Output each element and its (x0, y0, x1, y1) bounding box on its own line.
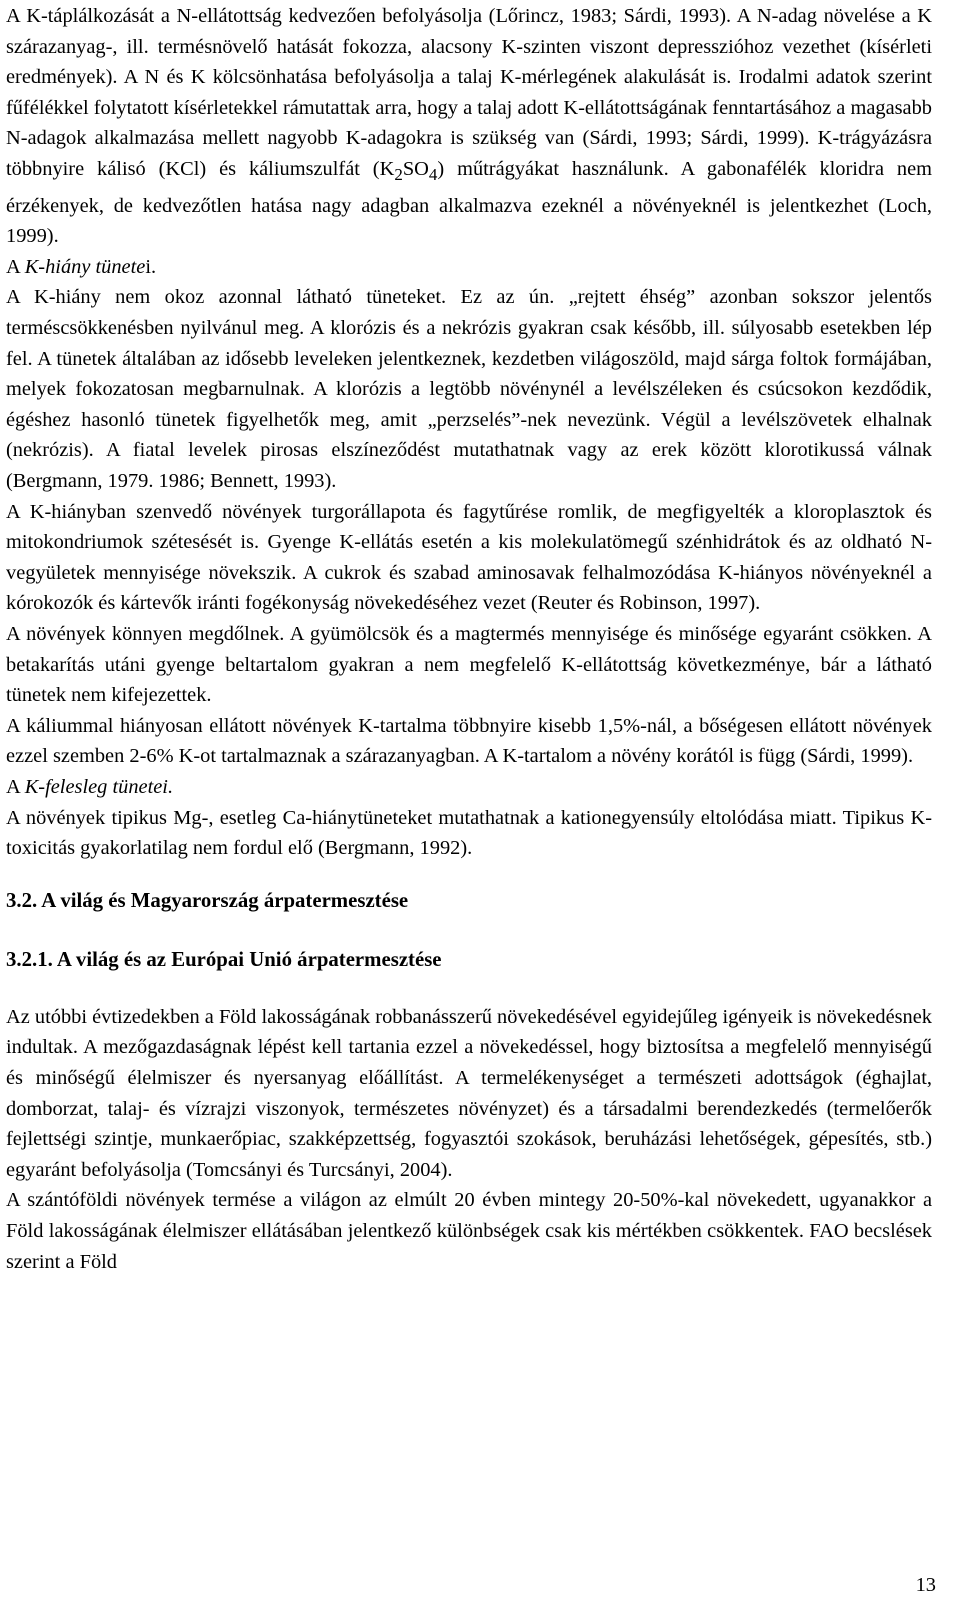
intro-text-end: ) műtrágyákat használunk. A gabonafélék kloridra nem érzékenyek, de kedvezőtlen hatása nagy adagban alkalmazva ezeknél a növényeknél is jelentkezhet (Loch, 1999). (6, 157, 932, 248)
k-deficiency-paragraph-1: A K-hiány nem okoz azonnal látható tüneteket. Ez az ún. „rejtett éhség” azonban sokszor jelentős terméscsökkenésben nyilvánul meg. A klorózis és a nekrózis gyakran csak később, ill. súlyosabb esetekben lép fel. A tünetek általában az idősebb leveleken jelentkeznek, kezdetben világoszöld, majd sárga foltok formájában, melyek fokozatosan megbarnulnak. A klorózis a legtöbb növénynél a levélszéleken és csúcsokon kezdődik, égéshez hasonló tünetek figyelhetők meg, amit „perzselés”-nek nevezünk. Végül a levélszövetek elhalnak (nekrózis). A fiatal levelek pirosas elszíneződést mutathatnak vagy az erek között klorotikussá válnak (Bergmann, 1979. 1986; Bennett, 1993). (6, 286, 932, 492)
intro-text-mid: SO (402, 157, 429, 180)
page-number: 13 (915, 1574, 936, 1596)
k-excess-heading: A K-felesleg tünetei. (6, 775, 174, 798)
intro-text-start: A K-táplálkozását a N-ellátottság kedvezően befolyásolja (Lőrincz, 1983; Sárdi, 1993). A N-adag növelése a K szárazanyag-, ill. termésnövelő hatását fokozza, alacsony K-szinten viszont depresszióhoz vezethet (kísérleti eredmények). A N és K kölcsönhatása befolyásolja a talaj K-mérlegének alakulását is. Irodalmi adatok szerint fűfélékkel folytatott kísérletekkel rámutattak arra, hogy a talaj adott K-ellátottságának fenntartásához a magasabb N-adagok alkalmazása mellett nagyobb K-adagokra is szükség van (Sárdi, 1993; Sárdi, 1999). K-trágyázásra többnyire kálisó (KCl) és káliumszulfát (K (6, 5, 932, 180)
section-3-2-1-paragraph-1: Az utóbbi évtizedekben a Föld lakosságának robbanásszerű növekedésével egyidejűleg igényeik is növekedésnek indultak. A mezőgazdaságnak lépést kell tartania ezzel a növekedéssel, hogy biztosítsa a megfelelő mennyiségű és minőségű élelmiszer és nyersanyag előállítást. A termelékenységet a természeti adottságok (éghajlat, domborzat, talaj- és vízrajzi viszonyok, természetes növényzet) és a társadalmi berendezkedés (termelőerők fejlettségi szintje, munkaerőpiac, szakképzettség, fogyasztói szokások, beruházási lehetőségek, gépesítés, stb.) egyaránt befolyásolja (Tomcsányi és Turcsányi, 2004). (6, 1005, 932, 1181)
section-3-2-1-paragraph-2: A szántóföldi növények termése a világon az elmúlt 20 évben mintegy 20-50%-kal növekedett, ugyanakkor a Föld lakosságának élelmiszer ellátásában jelentkező különbségek csak kis mértékben csökkentek. FAO becslések szerint a Föld (6, 1189, 932, 1273)
k-deficiency-paragraph-4: A káliummal hiányosan ellátott növények K-tartalma többnyire kisebb 1,5%-nál, a bőségesen ellátott növények ezzel szemben 2-6% K-ot tartalmaznak a szárazanyagban. A K-tartalom a növény korától is függ (Sárdi, 1999). (6, 714, 932, 768)
k-deficiency-paragraph-2: A K-hiányban szenvedő növények turgorállapota és fagytűrése romlik, de megfigyelték a kloroplasztok és mitokondriumok szétesését is. Gyenge K-ellátás esetén a kis molekulatömegű szénhidrátok és az oldható N-vegyületek mennyisége növekszik. A cukrok és szabad aminosavak felhalmozódása K-hiányos növényeknél a kórokozók és kártevők iránti fogékonyság növekedéséhez vezet (Reuter és Robinson, 1997). (6, 500, 932, 615)
k-deficiency-paragraph-3: A növények könnyen megdőlnek. A gyümölcsök és a magtermés mennyisége és minősége egyaránt csökken. A betakarítás utáni gyenge beltartalom gyakran a nem megfelelő K-ellátottság következménye, bár a látható tünetek nem kifejezettek. (6, 622, 932, 707)
subscript-4: 4 (428, 165, 438, 185)
section-3-2-heading: 3.2. A világ és Magyarország árpatermesztése (6, 888, 409, 912)
subscript-2: 2 (394, 165, 403, 185)
k-deficiency-heading-italic: K-hiány tünete (24, 255, 146, 278)
intro-paragraph (6, 1, 932, 252)
document-body (6, 0, 932, 1277)
k-excess-paragraph: A növények tipikus Mg-, esetleg Ca-hiánytüneteket mutathatnak a kationegyensúly eltolódása miatt. Tipikus K-toxicitás gyakorlatilag nem fordul elő (Bergmann, 1992). (6, 806, 932, 860)
section-3-2-1-heading: 3.2.1. A világ és az Európai Unió árpatermesztése (6, 948, 442, 972)
k-excess-heading-italic: K-felesleg tünetei. (24, 775, 174, 798)
k-deficiency-heading: A K-hiány tünetei. (6, 255, 157, 278)
